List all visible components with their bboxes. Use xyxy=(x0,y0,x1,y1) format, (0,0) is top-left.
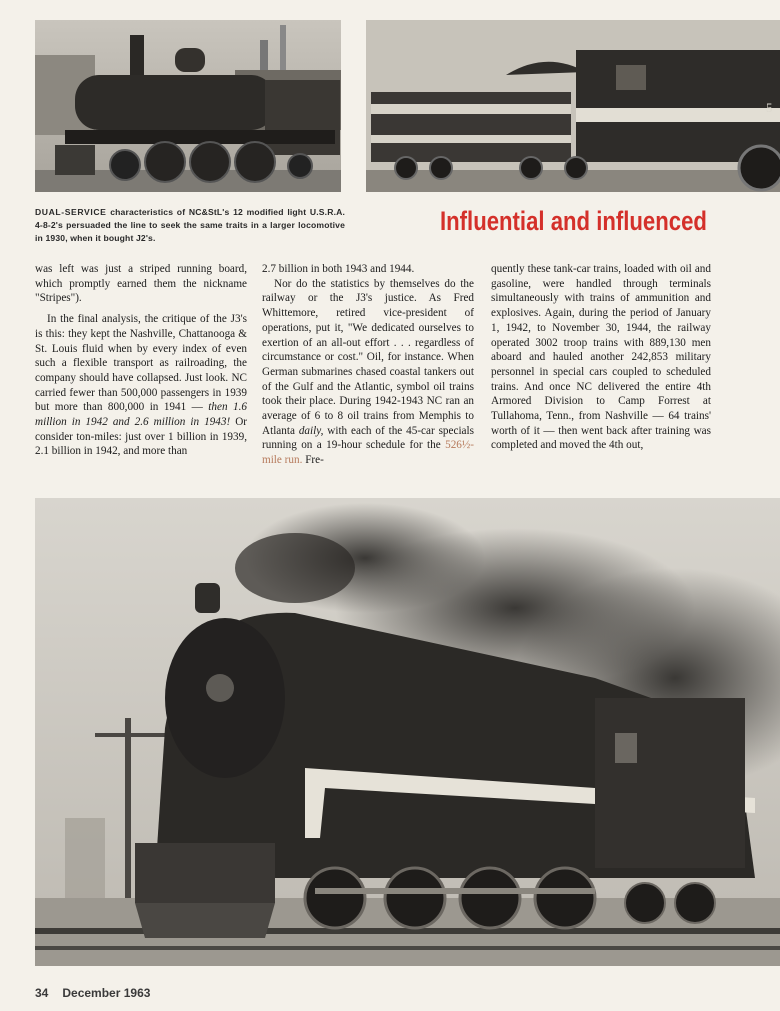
photo-locomotive-tender xyxy=(366,20,780,192)
text-span: Or consider ton-miles: just over 1 billion in 1939, 2.1 billion in 1942, and more than xyxy=(35,416,247,458)
paragraph: 2.7 billion in both 1943 and 1944. xyxy=(262,263,415,275)
emphasis-text: daily, xyxy=(294,424,324,437)
emphasis-text: then 1.6 million in 1942 and 2.6 million in 1943! xyxy=(35,401,247,429)
paragraph: was left was just a striped running board, which promptly earned them the nickname "Stripes"). xyxy=(35,263,247,305)
section-headline: Influential and influenced xyxy=(440,206,707,236)
photo-streamlined-locomotive xyxy=(35,498,780,966)
photo-caption xyxy=(35,206,345,245)
issue-date: December 1963 xyxy=(62,986,151,1000)
paragraph: quently these tank-car trains, loaded with oil and gasoline, were handled through terminals simultaneously with trains of ammunition and explosives. Again, during the period of January 1, 1942, to November 30, 1944, the railway operated 3002 troop trains with 889,130 men aboard and hauled another 242,853 military personnel in special cars coupled to scheduled trains. And once NC delivered the entire 4th Armored Division to Camp Forrest at Tullahoma, Tenn., from Nashville — 64 trains' worth of it — then went back after training was completed and moved the 4th out, xyxy=(491,263,711,452)
paragraph xyxy=(262,277,474,468)
photo-locomotive-4-8-2 xyxy=(35,20,341,192)
text-span: Nor do the statistics by themselves do the railway or the J3's justice. As Fred Whittemore, retired vice-president of operations, put it, "We dedicated ourselves to exertion of an all-out effort . . . regardless of circumstance or cost." Oil, for instance. When German submarines chased coastal tankers out of the Gulf and the Atlantic, symbol oil trains took their place. During 1942-1943 NC ran an average of 6 to 8 oil trains from Memphis to Atlanta xyxy=(262,277,474,437)
highlighted-text: 526½-mile run. xyxy=(262,439,474,467)
page-footer xyxy=(35,986,150,1000)
text-span: with each of the 45-car specials running on a 19-hour schedule for the xyxy=(262,424,474,452)
body-column-1 xyxy=(35,262,247,459)
text-span: Fre- xyxy=(302,454,324,467)
paragraph xyxy=(35,312,247,459)
caption-lead: DUAL-SERVICE xyxy=(35,207,107,217)
tender-number: 5 xyxy=(766,100,773,115)
text-span: In the final analysis, the critique of the J3's is this: they kept the Nashville, Chattanooga & St. Louis fluid when by every index of even such a flexible transport as railroading, the company should have collapsed. Just look. NC carried fewer than 500,000 passengers in 1939 but more than 800,000 in 1941 — xyxy=(35,313,247,414)
body-column-3 xyxy=(491,262,711,453)
page-number: 34 xyxy=(35,986,49,1000)
caption-text: characteristics of NC&StL's 12 modified light U.S.R.A. 4-8-2's persuaded the line to seek the same traits in a larger locomotive in 1930, when it bought J2's. xyxy=(35,207,345,243)
body-column-2 xyxy=(262,262,474,468)
